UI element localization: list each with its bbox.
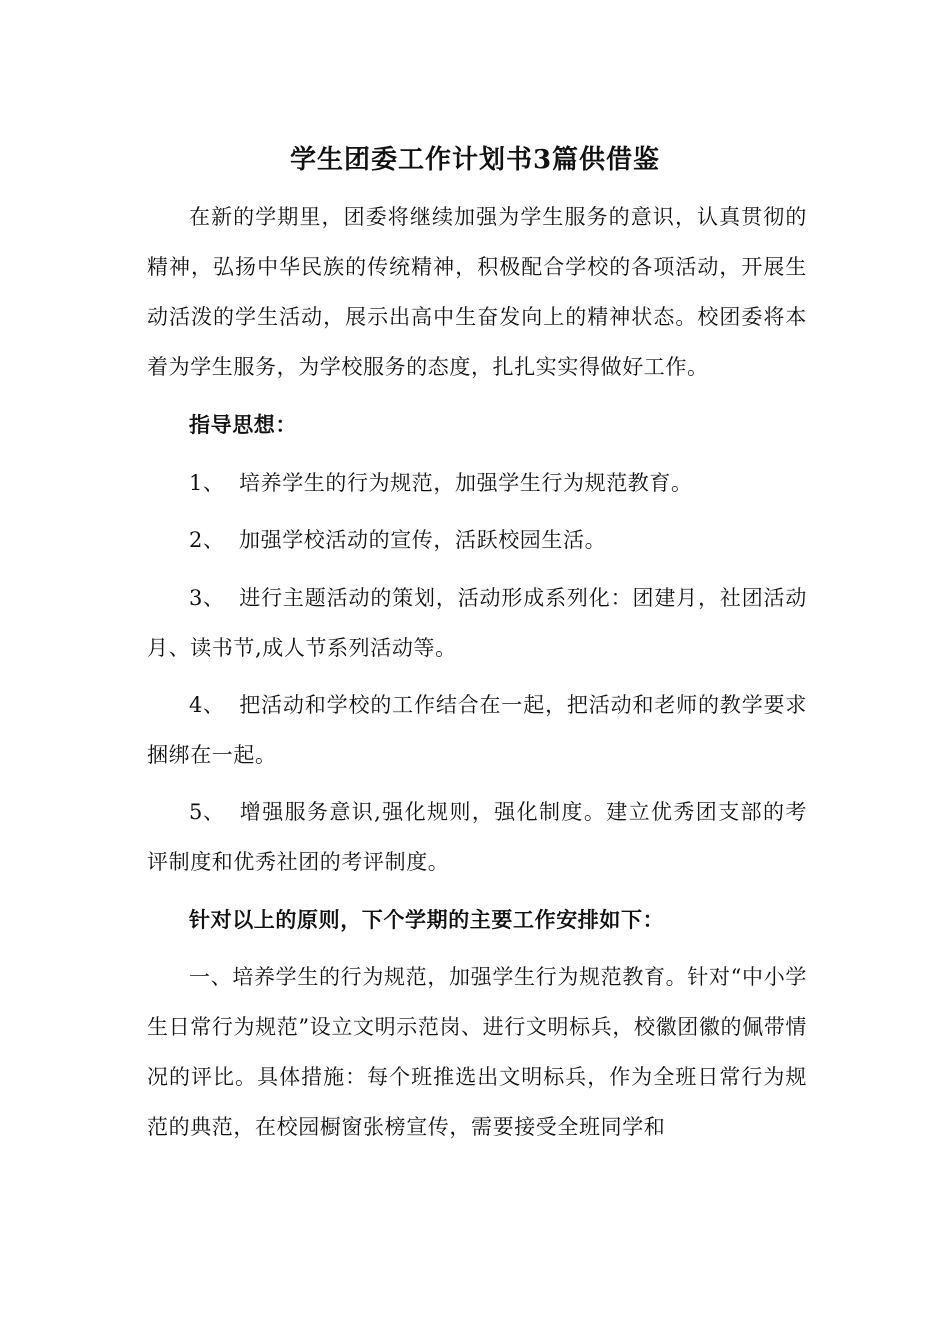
list-item-number: 1、	[189, 471, 225, 495]
list-item-text: 培养学生的行为规范，加强学生行为规范教育。	[239, 471, 693, 495]
list-item	[147, 680, 807, 780]
guiding-heading: 指导思想：	[189, 412, 297, 437]
list-item-text: 把活动和学校的工作结合在一起，把活动和老师的教学要求捆绑在一起。	[147, 693, 807, 767]
list-item-number: 5、	[189, 800, 225, 824]
list-item	[147, 515, 807, 565]
list-item-number: 4、	[189, 693, 225, 717]
list-item	[147, 787, 807, 887]
list-item-text: 进行主题活动的策划，活动形成系列化：团建月，社团活动月、读书节,成人节系列活动等。	[147, 586, 807, 660]
document-title: 学生团委工作计划书3篇供借鉴	[289, 145, 661, 175]
list-item-text: 加强学校活动的宣传，活跃校园生活。	[239, 528, 607, 552]
list-item	[147, 573, 807, 673]
list-item-text: 增强服务意识,强化规则，强化制度。建立优秀团支部的考评制度和优秀社团的考评制度。	[147, 800, 807, 874]
list-item-number: 3、	[189, 586, 225, 610]
intro-paragraph: 在新的学期里，团委将继续加强为学生服务的意识，认真贯彻的精神，弘扬中华民族的传统精神，积极配合学校的各项活动，开展生动活泼的学生活动，展示出高中生奋发向上的精神状态。校团委将本着为学生服务，为学校服务的态度，扎扎实实得做好工作。	[147, 205, 807, 379]
list-item	[147, 458, 807, 508]
list-item-number: 2、	[189, 528, 225, 552]
plan-heading: 针对以上的原则，下个学期的主要工作安排如下：	[189, 907, 665, 932]
section-one-paragraph: 一、培养学生的行为规范，加强学生行为规范教育。针对“中小学生日常行为规范”设立文明示范岗、进行文明标兵，校徽团徽的佩带情况的评比。具体措施：每个班推选出文明标兵，作为全班日常行为规范的典范，在校园橱窗张榜宣传，需要接受全班同学和	[147, 965, 807, 1139]
